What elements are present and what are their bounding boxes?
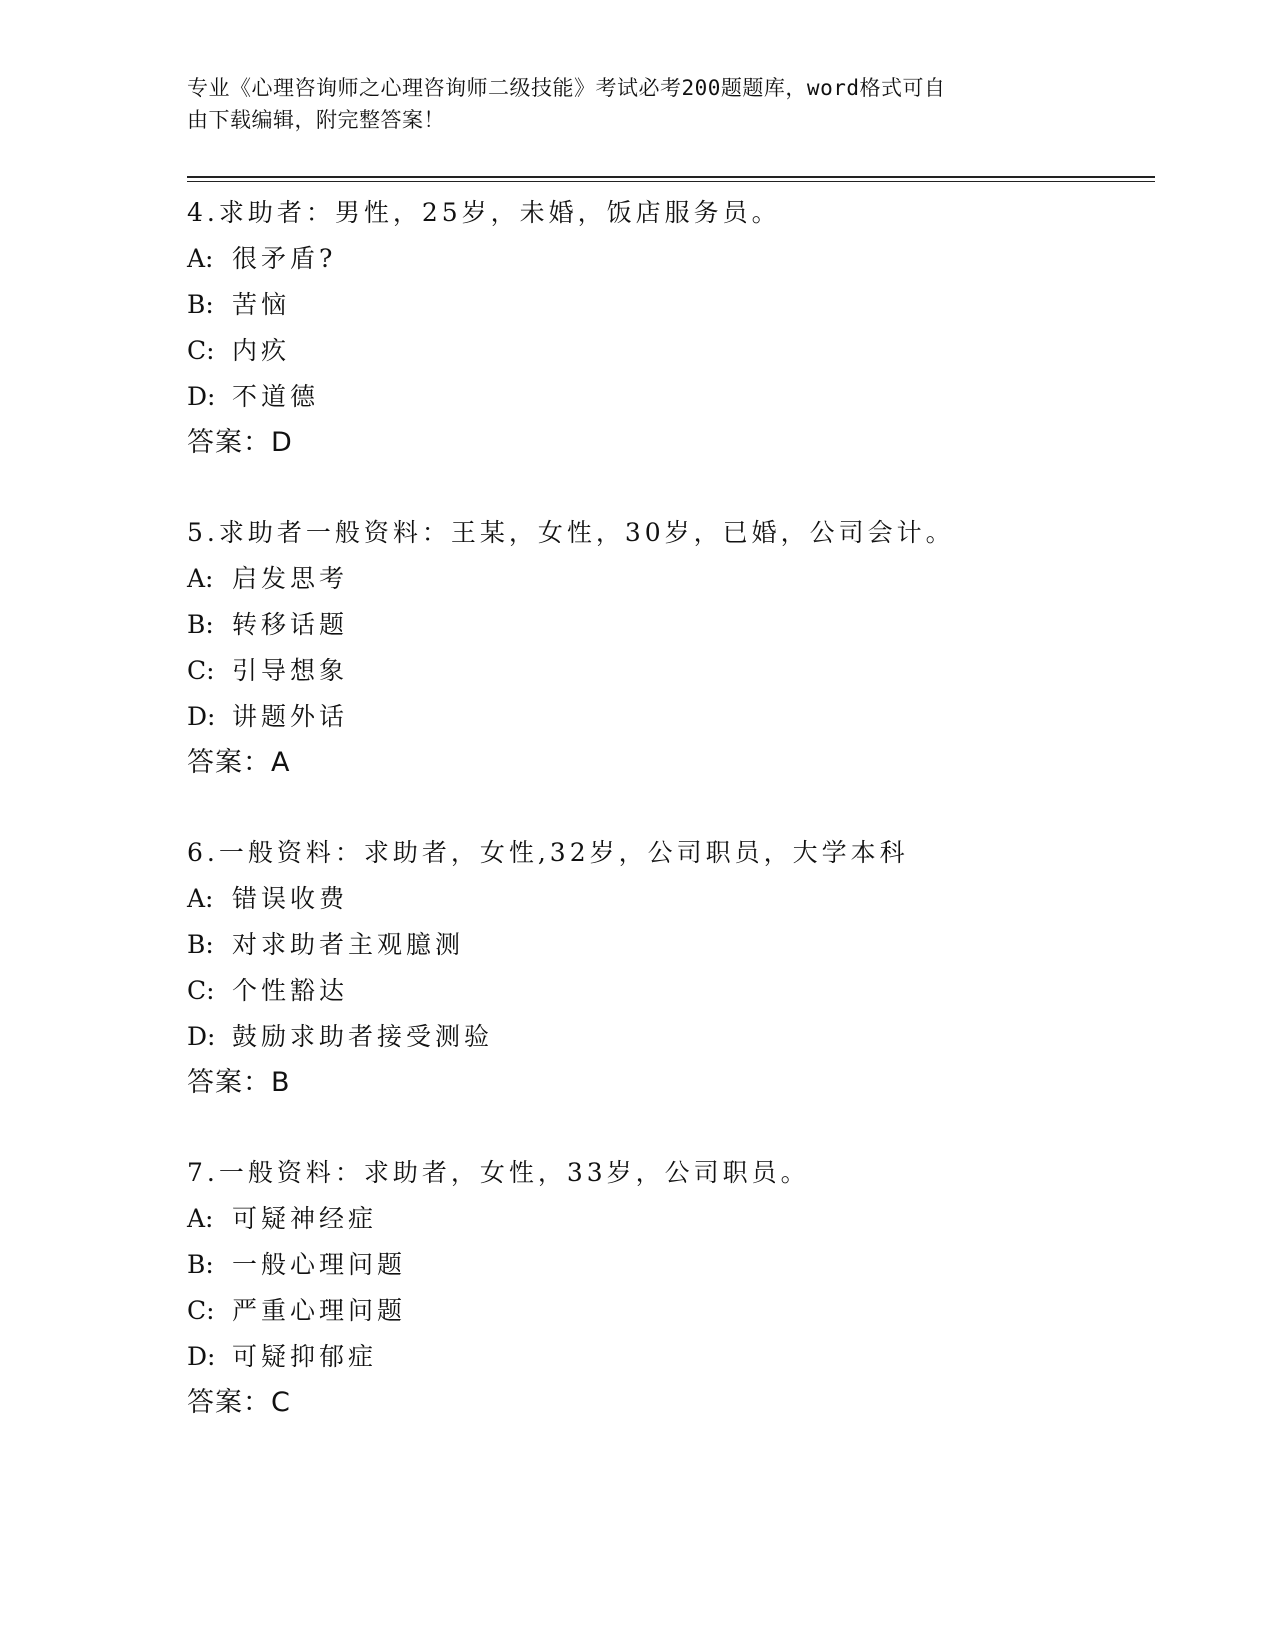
option-a <box>187 1196 1147 1242</box>
option-b <box>187 602 1147 648</box>
question-stem: 6.一般资料：求助者，女性,32岁，公司职员，大学本科 <box>187 838 909 867</box>
question-5 <box>187 510 1147 786</box>
answer-label: 答案：B <box>187 1067 291 1098</box>
option-text: 对求助者主观臆测 <box>232 930 465 959</box>
option-letter: D: <box>187 1022 216 1051</box>
option-text: 个性豁达 <box>232 976 349 1005</box>
option-letter: A: <box>187 244 214 273</box>
option-c <box>187 968 1147 1014</box>
option-a <box>187 556 1147 602</box>
option-letter: B: <box>187 290 214 319</box>
option-text: 一般心理问题 <box>232 1250 407 1279</box>
option-letter: D: <box>187 702 216 731</box>
option-text: 讲题外话 <box>232 702 349 731</box>
answer-label: 答案：A <box>187 747 291 778</box>
document-header <box>187 72 1077 136</box>
option-letter: B: <box>187 930 214 959</box>
header-divider-thick <box>187 176 1155 178</box>
question-7 <box>187 1150 1147 1426</box>
option-d <box>187 374 1147 420</box>
option-text: 苦恼 <box>232 290 291 319</box>
option-d <box>187 1334 1147 1380</box>
question-6 <box>187 830 1147 1106</box>
option-text: 鼓励求助者接受测验 <box>232 1022 494 1051</box>
option-letter: C: <box>187 336 215 365</box>
option-letter: D: <box>187 1342 216 1371</box>
option-b <box>187 282 1147 328</box>
question-stem: 7.一般资料：求助者，女性，33岁，公司职员。 <box>187 1158 810 1187</box>
option-text: 引导想象 <box>232 656 349 685</box>
question-4 <box>187 190 1147 466</box>
answer-label: 答案：C <box>187 1387 291 1418</box>
option-letter: A: <box>187 884 214 913</box>
option-letter: B: <box>187 1250 214 1279</box>
option-letter: B: <box>187 610 214 639</box>
option-text: 严重心理问题 <box>232 1296 407 1325</box>
option-c <box>187 1288 1147 1334</box>
option-letter: C: <box>187 976 215 1005</box>
question-stem: 4.求助者：男性，25岁，未婚，饭店服务员。 <box>187 198 781 227</box>
option-text: 可疑神经症 <box>232 1204 378 1233</box>
option-text: 错误收费 <box>232 884 349 913</box>
option-letter: D: <box>187 382 216 411</box>
option-letter: C: <box>187 1296 215 1325</box>
option-c <box>187 648 1147 694</box>
option-b <box>187 922 1147 968</box>
option-text: 启发思考 <box>232 564 349 593</box>
header-divider-thin <box>187 181 1155 182</box>
option-c <box>187 328 1147 374</box>
option-a <box>187 236 1147 282</box>
option-b <box>187 1242 1147 1288</box>
header-line-1: 专业《心理咨询师之心理咨询师二级技能》考试必考200题题库，word格式可自 <box>187 76 946 100</box>
option-d <box>187 1014 1147 1060</box>
header-line-2: 由下载编辑，附完整答案！ <box>187 108 445 132</box>
option-letter: C: <box>187 656 215 685</box>
question-stem: 5.求助者一般资料：王某，女性，30岁，已婚，公司会计。 <box>187 518 955 547</box>
option-text: 内疚 <box>232 336 291 365</box>
answer-label: 答案：D <box>187 427 293 458</box>
option-letter: A: <box>187 1204 214 1233</box>
option-text: 可疑抑郁症 <box>232 1342 378 1371</box>
option-letter: A: <box>187 564 214 593</box>
option-text: 不道德 <box>232 382 320 411</box>
option-d <box>187 694 1147 740</box>
option-text: 很矛盾? <box>232 244 337 273</box>
option-a <box>187 876 1147 922</box>
option-text: 转移话题 <box>232 610 349 639</box>
